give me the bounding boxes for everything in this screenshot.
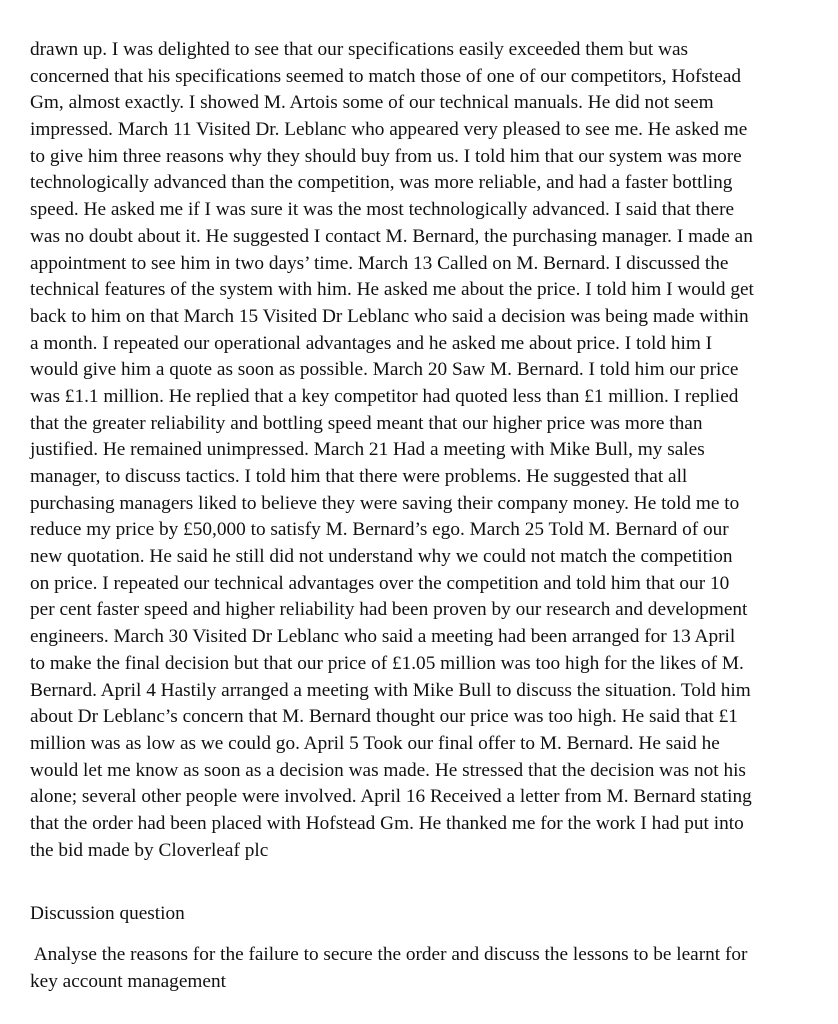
passage-line: technical features of the system with him. He asked me about the price. I told him I would get: [30, 279, 754, 301]
question-line: Analyse the reasons for the failure to secure the order and discuss the lessons to be learnt for: [30, 944, 748, 965]
discussion-question: [30, 941, 830, 995]
passage-line: concerned that his specifications seemed to match those of one of our competitors, Hofstead: [30, 65, 742, 87]
passage-line: technologically advanced than the competition, was more reliable, and had a faster bottling: [30, 172, 733, 194]
passage-line: to make the final decision but that our price of £1.05 million was too high for the likes of M.: [30, 652, 744, 674]
passage-line: was £1.1 million. He replied that a key competitor had quoted less than £1 million. I replied: [30, 385, 739, 407]
passage-line: impressed. March 11 Visited Dr. Leblanc who appeared very pleased to see me. He asked me: [30, 119, 748, 141]
passage-line: on price. I repeated our technical advantages over the competition and told him that our 10: [30, 572, 730, 594]
passage-line: would give him a quote as soon as possible. March 20 Saw M. Bernard. I told him our price: [30, 359, 739, 381]
passage-line: back to him on that March 15 Visited Dr Leblanc who said a decision was being made within: [30, 305, 749, 327]
passage-line: million was as low as we could go. April 5 Took our final offer to M. Bernard. He said he: [30, 732, 720, 754]
passage-line: justified. He remained unimpressed. March 21 Had a meeting with Mike Bull, my sales: [30, 439, 705, 461]
passage-line: engineers. March 30 Visited Dr Leblanc who said a meeting had been arranged for 13 April: [30, 626, 736, 648]
passage-line: speed. He asked me if I was sure it was the most technologically advanced. I said that there: [30, 199, 735, 221]
passage-line: Bernard. April 4 Hastily arranged a meeting with Mike Bull to discuss the situation. Told him: [30, 679, 751, 701]
passage-line: drawn up. I was delighted to see that our specifications easily exceeded them but was: [30, 39, 689, 60]
passage-line: that the order had been placed with Hofstead Gm. He thanked me for the work I had put into: [30, 812, 744, 834]
case-study-passage: [30, 37, 830, 864]
passage-line: alone; several other people were involved. April 16 Received a letter from M. Bernard stating: [30, 786, 752, 808]
passage-line: that the greater reliability and bottling speed meant that our higher price was more than: [30, 412, 703, 434]
passage-line: the bid made by Cloverleaf plc: [30, 839, 269, 861]
passage-line: a month. I repeated our operational advantages and he asked me about price. I told him I: [30, 332, 713, 354]
passage-line: was no doubt about it. He suggested I contact M. Bernard, the purchasing manager. I made an: [30, 225, 753, 247]
passage-body: [30, 37, 830, 864]
passage-line: per cent faster speed and higher reliability had been proven by our research and development: [30, 599, 748, 621]
passage-line: would let me know as soon as a decision was made. He stressed that the decision was not his: [30, 759, 746, 781]
passage-line: manager, to discuss tactics. I told him that there were problems. He suggested that all: [30, 466, 688, 487]
passage-line: Gm, almost exactly. I showed M. Artois some of our technical manuals. He did not seem: [30, 92, 714, 114]
passage-line: appointment to see him in two days’ time. March 13 Called on M. Bernard. I discussed the: [30, 252, 729, 274]
discussion-heading: Discussion question: [30, 903, 185, 924]
passage-line: reduce my price by £50,000 to satisfy M. Bernard’s ego. March 25 Told M. Bernard of our: [30, 519, 729, 541]
question-line: key account management: [30, 971, 226, 992]
passage-line: purchasing managers liked to believe they were saving their company money. He told me to: [30, 492, 740, 514]
passage-line: to give him three reasons why they should buy from us. I told him that our system was more: [30, 145, 742, 167]
passage-line: new quotation. He said he still did not understand why we could not match the competition: [30, 546, 733, 568]
passage-line: about Dr Leblanc’s concern that M. Bernard thought our price was too high. He said that £1: [30, 706, 738, 728]
